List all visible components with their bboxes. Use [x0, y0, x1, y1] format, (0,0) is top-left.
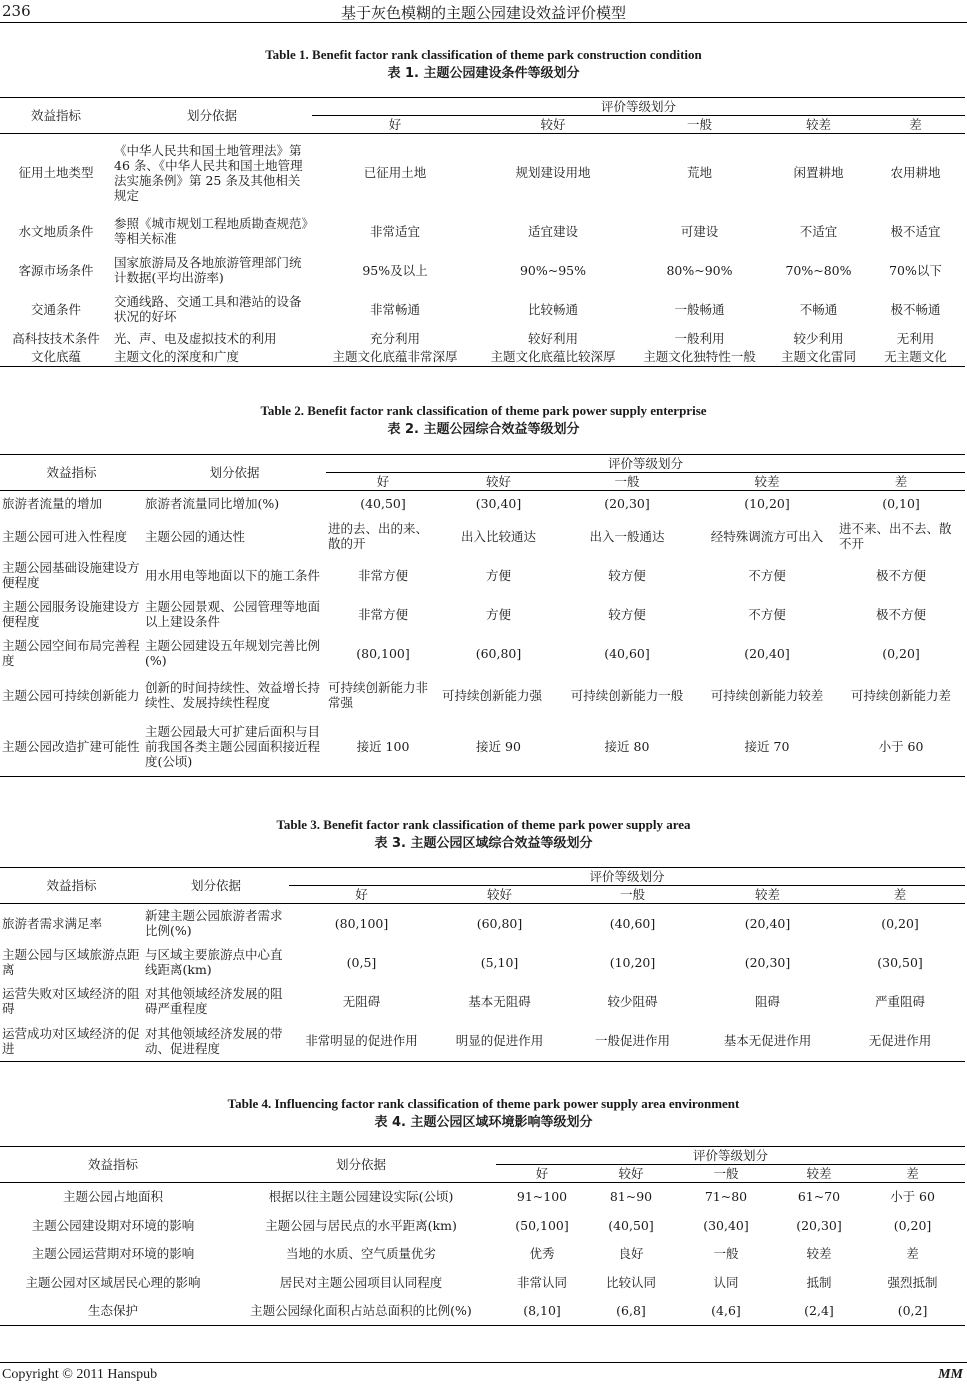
- grade-cell: 可持续创新能力一般: [570, 687, 684, 703]
- header-basis: 划分依据: [112, 98, 312, 134]
- basis-cell: 主题文化的深度和广度: [114, 349, 240, 365]
- grade-cell: 较少阻碍: [607, 993, 658, 1009]
- grade-cell: (0,20]: [882, 645, 920, 661]
- grade-cell: 优秀: [529, 1246, 555, 1261]
- basis-cell: 主题公园绿化面积占站总面积的比例(%): [250, 1303, 472, 1319]
- grade-cell: (0,10]: [882, 496, 920, 512]
- indicator-cell: 主题公园可进入性程度: [2, 528, 128, 544]
- table3-caption-en: Table 3. Benefit factor rank classification of theme park power supply area: [276, 817, 691, 832]
- grade-cell: 70%以下: [889, 262, 942, 278]
- grade-cell: 可持续创新能力强: [442, 687, 543, 703]
- header-grade: 较差: [697, 473, 837, 491]
- header-grade: 差: [835, 886, 965, 904]
- basis-cell: 光、声、电及虚拟技术的利用: [114, 330, 277, 346]
- indicator-cell: 主题公园占地面积: [62, 1189, 163, 1205]
- indicator-cell: 水文地质条件: [18, 223, 94, 239]
- indicator-cell: 主题公园改造扩建可能性: [2, 739, 140, 755]
- grade-cell: 可建设: [680, 223, 719, 239]
- grade-cell: 极不畅通: [890, 301, 941, 317]
- grade-cell: 基本无阻碍: [468, 993, 531, 1009]
- grade-cell: (30,40]: [475, 496, 522, 512]
- table4-caption-en: Table 4. Influencing factor rank classification of theme park power supply area environment: [227, 1096, 740, 1111]
- header-grade-group: 评价等级划分: [326, 455, 965, 473]
- indicator-cell: 主题公园可持续创新能力: [2, 687, 140, 703]
- indicator-cell: 运营失败对区域经济的阻碍: [2, 986, 140, 1016]
- grade-cell: 61~70: [797, 1189, 841, 1205]
- grade-cell: 经特殊调流方可出入: [710, 528, 824, 544]
- grade-cell: 主题文化雷同: [780, 349, 856, 365]
- grade-cell: 良好: [618, 1246, 644, 1261]
- grade-cell: 无利用: [896, 330, 935, 346]
- grade-cell: 可持续创新能力非常强: [328, 680, 429, 710]
- table4: [0, 1146, 965, 1326]
- grade-cell: 无促进作用: [868, 1033, 932, 1049]
- grade-cell: 抵制: [806, 1274, 832, 1290]
- grade-cell: (20,30]: [796, 1217, 842, 1233]
- grade-cell: 比较畅通: [527, 301, 578, 317]
- indicator-cell: 旅游者流量的增加: [2, 496, 103, 512]
- grade-cell: 主题文化底蕴比较深厚: [490, 349, 616, 365]
- table-row: [0, 1297, 965, 1326]
- header-grade: 一般: [674, 1165, 778, 1183]
- grade-cell: 一般促进作用: [594, 1033, 670, 1049]
- table3-caption-cn: 表 3. 主题公园区域综合效益等级划分: [374, 836, 593, 851]
- header-rule: [0, 22, 967, 23]
- header-grade-group: 评价等级划分: [289, 868, 965, 886]
- table-row: [0, 943, 965, 982]
- grade-cell: 主题文化独特性一般: [643, 349, 756, 365]
- grade-cell: (4,6]: [711, 1303, 741, 1319]
- indicator-cell: 主题公园服务设施建设方便程度: [2, 599, 140, 629]
- grade-cell: 91~100: [516, 1189, 568, 1205]
- grade-cell: (20,40]: [744, 645, 790, 661]
- grade-cell: 明显的促进作用: [455, 1033, 544, 1049]
- grade-cell: (60,80]: [476, 915, 523, 931]
- grade-cell: 进不来、出不去、散不开: [839, 521, 952, 551]
- grade-cell: 接近 70: [744, 739, 790, 755]
- grade-cell: 非常认同: [516, 1274, 567, 1290]
- grade-cell: (40,60]: [604, 645, 650, 661]
- basis-cell: 主题公园最大可扩建后面积与目前我国各类主题公园面积接近程度(公顷): [145, 724, 321, 770]
- grade-cell: 70%~80%: [785, 262, 852, 278]
- header-grade: 差: [837, 473, 965, 491]
- grade-cell: 认同: [713, 1274, 739, 1290]
- grade-cell: 71~80: [704, 1189, 748, 1205]
- grade-cell: (30,50]: [877, 954, 923, 970]
- grade-cell: 非常方便: [357, 606, 408, 622]
- basis-cell: 当地的水质、空气质量优劣: [285, 1246, 436, 1261]
- header-grade: 较好: [478, 116, 628, 134]
- table-row: [0, 134, 965, 212]
- grade-cell: (8,10]: [523, 1303, 561, 1319]
- grade-cell: 比较认同: [605, 1274, 656, 1290]
- grade-cell: 95%及以上: [362, 262, 428, 278]
- grade-cell: 不方便: [748, 567, 786, 583]
- grade-cell: 90%~95%: [519, 262, 587, 278]
- basis-cell: 《中华人民共和国土地管理法》第 46 条、《中华人民共和国土地管理法实施条例》第 25 条及其他相关规定: [114, 142, 303, 203]
- header-grade: 较好: [588, 1165, 674, 1183]
- header-grade-group: 评价等级划分: [496, 1147, 965, 1165]
- grade-cell: 不适宜: [799, 223, 838, 239]
- grade-cell: 接近 80: [604, 739, 650, 755]
- grade-cell: 非常方便: [357, 567, 408, 583]
- grade-cell: 已征用土地: [363, 165, 427, 181]
- table-row: [0, 634, 965, 673]
- grade-cell: (2,4]: [804, 1303, 834, 1319]
- table-row: [0, 348, 965, 367]
- journal-abbreviation: MM: [938, 1367, 963, 1382]
- table2: [0, 454, 965, 777]
- header-indicator: 效益指标: [0, 1147, 226, 1183]
- header-grade: 差: [866, 116, 965, 134]
- indicator-cell: 运营成功对区域经济的促进: [2, 1025, 140, 1056]
- grade-cell: 强烈抵制: [887, 1274, 938, 1290]
- table2-caption-en: Table 2. Benefit factor rank classification of theme park power supply enterprise: [260, 403, 707, 418]
- grade-cell: 极不适宜: [890, 223, 941, 239]
- table-row: [0, 1183, 965, 1211]
- table3: [0, 867, 965, 1062]
- grade-cell: (50,100]: [515, 1217, 569, 1233]
- header-basis: 划分依据: [143, 455, 326, 491]
- header-grade: 较好: [440, 473, 557, 491]
- grade-cell: (10,20]: [609, 954, 656, 970]
- header-indicator: 效益指标: [0, 98, 112, 134]
- grade-cell: (80,100]: [334, 915, 389, 931]
- grade-cell: 较少利用: [793, 330, 844, 346]
- grade-cell: (20,30]: [744, 954, 791, 970]
- indicator-cell: 交通条件: [30, 301, 81, 317]
- table2-caption-cn: 表 2. 主题公园综合效益等级划分: [387, 422, 580, 437]
- grade-cell: (0,20]: [881, 915, 919, 931]
- header-indicator: 效益指标: [0, 868, 143, 904]
- header-grade: 较差: [700, 886, 835, 904]
- grade-cell: (40,50]: [608, 1217, 654, 1233]
- table1-caption-cn: 表 1. 主题公园建设条件等级划分: [387, 66, 580, 81]
- grade-cell: 无主题文化: [884, 349, 947, 365]
- grade-cell: (0,20]: [893, 1217, 932, 1233]
- header-grade: 较好: [434, 886, 565, 904]
- indicator-cell: 旅游者需求满足率: [2, 915, 103, 931]
- grade-cell: 阻碍: [754, 993, 780, 1009]
- indicator-cell: 主题公园建设期对环境的影响: [31, 1217, 195, 1233]
- indicator-cell: 高科技技术条件: [12, 330, 100, 346]
- grade-cell: (6,8]: [616, 1303, 646, 1319]
- indicator-cell: 主题公园对区域居民心理的影响: [25, 1274, 201, 1290]
- grade-cell: 较好利用: [527, 330, 578, 346]
- grade-cell: 接近 100: [356, 739, 410, 755]
- grade-cell: 非常明显的促进作用: [305, 1033, 418, 1049]
- grade-cell: 不方便: [748, 606, 786, 622]
- header-basis: 划分依据: [226, 1147, 496, 1183]
- grade-cell: (40,50]: [360, 496, 406, 512]
- grade-cell: 基本无促进作用: [723, 1033, 812, 1049]
- grade-cell: 一般利用: [674, 330, 725, 346]
- table-row: [0, 290, 965, 329]
- grade-cell: 方便: [485, 567, 511, 583]
- table-row: [0, 329, 965, 348]
- basis-cell: 创新的时间持续性、效益增长持续性、发展持续性程度: [145, 680, 321, 710]
- grade-cell: 小于 60: [878, 739, 924, 755]
- grade-cell: (0,5]: [346, 954, 377, 970]
- header-grade: 一般: [557, 473, 697, 491]
- grade-cell: 进的去、出的来、散的开: [328, 521, 429, 551]
- running-title: 基于灰色模糊的主题公园建设效益评价模型: [340, 4, 626, 22]
- header-grade: 较差: [771, 116, 866, 134]
- grade-cell: 主题文化底蕴非常深厚: [332, 349, 458, 365]
- grade-cell: 较方便: [608, 606, 646, 622]
- header-grade: 一般: [565, 886, 700, 904]
- table1: [0, 97, 965, 367]
- basis-cell: 新建主题公园旅游者需求比例(%): [145, 908, 283, 939]
- table-row: [0, 491, 965, 517]
- header-indicator: 效益指标: [0, 455, 143, 491]
- grade-cell: 一般: [713, 1246, 739, 1261]
- grade-cell: 规划建设用地: [515, 165, 591, 181]
- grade-cell: (80,100]: [356, 645, 410, 661]
- indicator-cell: 主题公园与区域旅游点距离: [2, 947, 140, 977]
- basis-cell: 居民对主题公园项目认同程度: [279, 1274, 443, 1290]
- table-row: [0, 1268, 965, 1297]
- grade-cell: (20,30]: [604, 496, 650, 512]
- header-grade: 好: [312, 116, 478, 134]
- header-grade: 较差: [778, 1165, 860, 1183]
- grade-cell: 非常畅通: [369, 301, 420, 317]
- table4-caption-cn: 表 4. 主题公园区域环境影响等级划分: [374, 1115, 593, 1130]
- grade-cell: 闲置耕地: [793, 165, 844, 181]
- table-row: [0, 982, 965, 1021]
- grade-cell: 无阻碍: [342, 993, 381, 1009]
- grade-cell: 出入一般通达: [589, 528, 665, 544]
- header-grade: 差: [860, 1165, 965, 1183]
- copyright-notice: Copyright © 2011 Hanspub: [2, 1367, 158, 1382]
- basis-cell: 对其他领域经济发展的阻碍严重程度: [145, 986, 283, 1016]
- page-number: 236: [2, 2, 31, 20]
- table-row: [0, 673, 965, 718]
- grade-cell: (60,80]: [475, 645, 522, 661]
- grade-cell: 非常适宜: [369, 223, 420, 239]
- grade-cell: (10,20]: [744, 496, 790, 512]
- header-grade-group: 评价等级划分: [312, 98, 965, 116]
- indicator-cell: 主题公园空间布局完善程度: [2, 638, 140, 668]
- basis-cell: 旅游者流量同比增加(%): [145, 496, 280, 512]
- basis-cell: 与区域主要旅游点中心直线距离(km): [145, 947, 283, 977]
- basis-cell: 主题公园与居民点的水平距离(km): [265, 1217, 457, 1233]
- basis-cell: 参照《城市规划工程地质勘查规范》等相关标准: [114, 216, 308, 246]
- table-row: [0, 556, 965, 595]
- grade-cell: 出入比较通达: [460, 528, 536, 544]
- grade-cell: (0,2]: [897, 1303, 928, 1319]
- indicator-cell: 征用土地类型: [18, 165, 94, 181]
- grade-cell: 不畅通: [799, 301, 838, 317]
- header-grade: 一般: [628, 116, 771, 134]
- table-row: [0, 595, 965, 634]
- table-row: [0, 251, 965, 290]
- grade-cell: (40,60]: [609, 915, 656, 931]
- grade-cell: 农用耕地: [890, 165, 941, 181]
- header-grade: 好: [326, 473, 440, 491]
- table-row: [0, 212, 965, 251]
- grade-cell: 适宜建设: [527, 223, 578, 239]
- header-grade: 好: [496, 1165, 588, 1183]
- grade-cell: 极不方便: [876, 606, 927, 622]
- grade-cell: (5,10]: [480, 954, 519, 970]
- grade-cell: 荒地: [686, 165, 712, 181]
- indicator-cell: 主题公园运营期对环境的影响: [31, 1246, 195, 1261]
- basis-cell: 国家旅游局及各地旅游管理部门统计数据(平均出游率): [114, 255, 302, 285]
- grade-cell: 较方便: [608, 567, 646, 583]
- basis-cell: 主题公园景观、公园管理等地面以上建设条件: [145, 599, 321, 629]
- grade-cell: 极不方便: [876, 567, 927, 583]
- table-row: [0, 1240, 965, 1268]
- grade-cell: 可持续创新能力较差: [710, 687, 824, 703]
- grade-cell: 充分利用: [369, 330, 420, 346]
- footer-rule: [0, 1362, 967, 1363]
- grade-cell: (30,40]: [703, 1217, 749, 1233]
- table-row: [0, 1211, 965, 1240]
- indicator-cell: 生态保护: [87, 1303, 138, 1319]
- grade-cell: 严重阻碍: [875, 993, 926, 1009]
- grade-cell: 接近 90: [476, 739, 521, 755]
- grade-cell: 差: [906, 1246, 919, 1261]
- header-basis: 划分依据: [143, 868, 289, 904]
- basis-cell: 用水用电等地面以下的施工条件: [145, 567, 321, 583]
- table-row: [0, 517, 965, 556]
- table1-caption-en: Table 1. Benefit factor rank classification of theme park construction condition: [265, 47, 702, 62]
- grade-cell: 80%~90%: [666, 262, 733, 278]
- grade-cell: 小于 60: [890, 1189, 935, 1205]
- basis-cell: 对其他领域经济发展的带动、促进程度: [145, 1025, 283, 1056]
- indicator-cell: 文化底蕴: [30, 349, 81, 365]
- indicator-cell: 客源市场条件: [18, 262, 94, 278]
- grade-cell: 可持续创新能力差: [851, 687, 952, 703]
- table-row: [0, 718, 965, 777]
- table-row: [0, 1021, 965, 1062]
- grade-cell: 一般畅通: [674, 301, 725, 317]
- grade-cell: 较差: [806, 1246, 832, 1261]
- table-row: [0, 904, 965, 943]
- grade-cell: (20,40]: [744, 915, 791, 931]
- basis-cell: 主题公园的通达性: [145, 528, 246, 544]
- grade-cell: 方便: [485, 606, 511, 622]
- basis-cell: 主题公园建设五年规划完善比例(%): [145, 638, 321, 668]
- basis-cell: 根据以往主题公园建设实际(公顷): [268, 1189, 454, 1205]
- indicator-cell: 主题公园基础设施建设方便程度: [2, 560, 140, 590]
- grade-cell: 81~90: [609, 1189, 653, 1205]
- header-grade: 好: [289, 886, 434, 904]
- basis-cell: 交通线路、交通工具和港站的设备状况的好坏: [114, 294, 302, 324]
